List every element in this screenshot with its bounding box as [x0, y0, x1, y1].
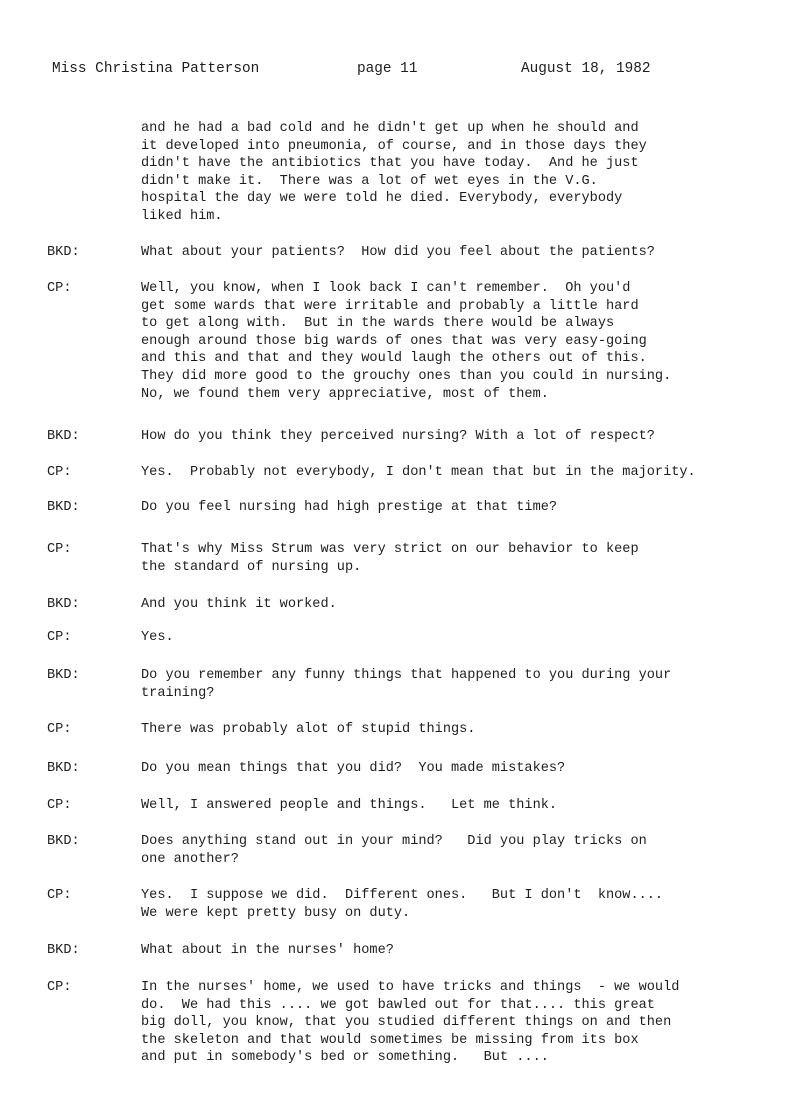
text-line: Well, I answered people and things. Let me think.: [141, 798, 558, 813]
text-line: the standard of nursing up.: [141, 559, 362, 575]
dialogue-text: [141, 596, 796, 614]
speaker-label: BKD:: [47, 597, 80, 612]
speaker-label: BKD:: [47, 500, 80, 515]
dialogue-text: [141, 499, 796, 517]
text-line: liked him.: [141, 208, 223, 224]
dialogue-text: [141, 797, 796, 815]
text-line: didn't make it. There was a lot of wet eyes in the V.G.: [141, 173, 598, 189]
text-line: big doll, you know, that you studied different things on and then: [141, 1015, 672, 1031]
text-line: They did more good to the grouchy ones than you could in nursing.: [141, 368, 672, 384]
speaker-label: CP:: [47, 980, 72, 995]
speaker-label: BKD:: [47, 761, 80, 776]
dialogue-text: [141, 280, 796, 403]
text-line: one another?: [141, 851, 239, 867]
text-line: Does anything stand out in your mind? Did you play tricks on: [141, 834, 647, 849]
dialogue-text: [141, 979, 796, 1067]
dialogue-text: [141, 942, 796, 960]
text-line: In the nurses' home, we used to have tricks and things - we would: [141, 980, 680, 995]
text-line: Yes. I suppose we did. Different ones. But I don't know....: [141, 888, 664, 903]
speaker-label: BKD:: [47, 245, 80, 260]
text-line: Do you mean things that you did? You made mistakes?: [141, 761, 566, 776]
text-line: to get along with. But in the wards there would be always: [141, 316, 615, 332]
dialogue-text: [141, 428, 796, 446]
text-line: We were kept pretty busy on duty.: [141, 905, 411, 921]
header-page-number: page 11: [357, 61, 418, 77]
text-line: the skeleton and that would sometimes be missing from its box: [141, 1032, 639, 1048]
text-line: didn't have the antibiotics that you have today. And he just: [141, 156, 639, 172]
dialogue-text: [141, 464, 796, 482]
speaker-label: CP:: [47, 281, 72, 296]
speaker-label: BKD:: [47, 668, 80, 683]
text-line: and this and that and they would laugh the others out of this.: [141, 351, 647, 367]
speaker-label: CP:: [47, 630, 72, 645]
speaker-label: CP:: [47, 798, 72, 813]
dialogue-text: [141, 541, 796, 576]
text-line: Well, you know, when I look back I can't remember. Oh you'd: [141, 281, 631, 296]
text-line: Do you remember any funny things that happened to you during your: [141, 668, 672, 683]
text-line: enough around those big wards of ones that was very easy-going: [141, 333, 647, 349]
speaker-label: BKD:: [47, 834, 80, 849]
text-line: How do you think they perceived nursing? With a lot of respect?: [141, 429, 655, 444]
text-line: and put in somebody's bed or something. But ....: [141, 1050, 549, 1066]
dialogue-text: [141, 667, 796, 702]
speaker-label: CP:: [47, 722, 72, 737]
text-line: do. We had this .... we got bawled out for that.... this great: [141, 997, 655, 1013]
text-line: hospital the day we were told he died. Everybody, everybody: [141, 191, 623, 207]
dialogue-text: [141, 833, 796, 868]
page-header: [52, 61, 772, 81]
dialogue-text: [141, 760, 796, 778]
dialogue-text: [141, 721, 796, 739]
text-line: That's why Miss Strum was very strict on our behavior to keep: [141, 542, 639, 557]
speaker-label: CP:: [47, 888, 72, 903]
header-interviewee-name: Miss Christina Patterson: [52, 61, 260, 77]
text-line: get some wards that were irritable and probably a little hard: [141, 298, 639, 314]
text-line: There was probably alot of stupid things.: [141, 722, 476, 737]
text-line: What about your patients? How did you feel about the patients?: [141, 245, 655, 260]
text-line: and he had a bad cold and he didn't get up when he should and: [141, 121, 639, 136]
text-line: No, we found them very appreciative, most of them.: [141, 386, 549, 402]
dialogue-text: [141, 629, 796, 647]
speaker-label: CP:: [47, 542, 72, 557]
text-line: it developed into pneumonia, of course, and in those days they: [141, 138, 647, 154]
text-line: Yes. Probably not everybody, I don't mean that but in the majority.: [141, 465, 696, 480]
text-line: And you think it worked.: [141, 597, 337, 612]
text-line: Yes.: [141, 630, 174, 645]
dialogue-text: [141, 887, 796, 922]
text-line: Do you feel nursing had high prestige at that time?: [141, 500, 558, 515]
text-line: training?: [141, 685, 215, 701]
speaker-label: BKD:: [47, 943, 80, 958]
header-date: August 18, 1982: [521, 61, 651, 77]
dialogue-text: [141, 244, 796, 262]
text-line: What about in the nurses' home?: [141, 943, 394, 958]
speaker-label: BKD:: [47, 429, 80, 444]
speaker-label: CP:: [47, 465, 72, 480]
dialogue-text: [141, 120, 796, 226]
